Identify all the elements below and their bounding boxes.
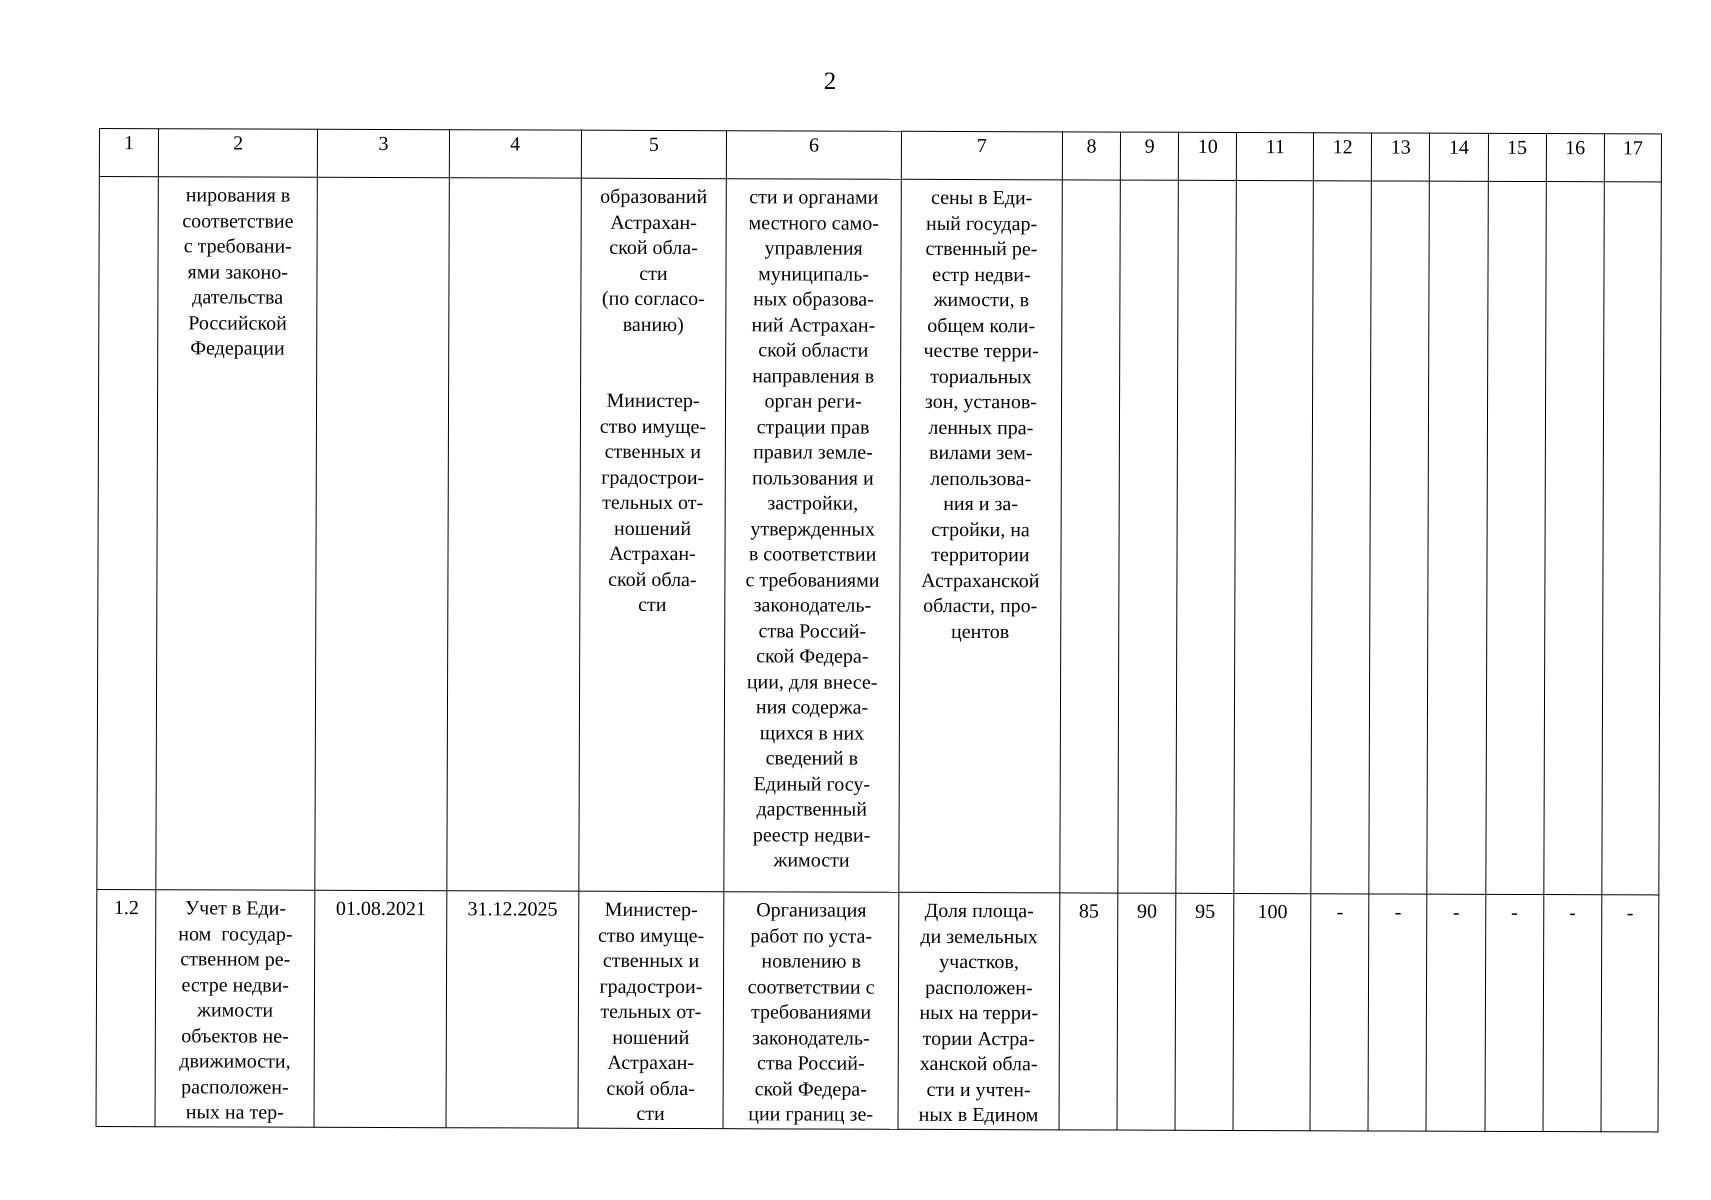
value-cell: [1602, 182, 1662, 895]
column-number: 6: [727, 131, 902, 180]
cell-line: тории Астра-: [922, 1027, 1035, 1050]
cell-line: нирования в: [185, 184, 291, 207]
executor-cell: [578, 891, 725, 1129]
column-number: 3: [318, 129, 450, 177]
cell-line: ных образова-: [753, 288, 874, 311]
event-name-cell: [156, 177, 318, 891]
column-number: 7: [901, 131, 1062, 180]
cell-line: сти: [638, 593, 667, 616]
cell-line: ванию): [622, 313, 684, 336]
cell-line: тельных от-: [600, 1000, 702, 1024]
result-cell: [724, 179, 901, 893]
indicator-cell: [899, 179, 1063, 893]
end-date-cell: [447, 178, 581, 891]
cell-line: территории: [931, 543, 1030, 567]
cell-line: Российской: [188, 311, 287, 335]
cell-line: страции прав: [756, 415, 870, 439]
cell-line: ской обла-: [609, 236, 698, 260]
cell-line: ственном ре-: [180, 948, 291, 971]
cell-line: местного само-: [748, 211, 879, 235]
cell-line: ленных пра-: [928, 416, 1034, 439]
executor-cell: [578, 178, 726, 892]
column-number: 4: [449, 130, 581, 178]
column-number: 17: [1604, 134, 1661, 182]
cell-line: ской области: [758, 339, 869, 362]
value-cell: [1485, 181, 1546, 894]
column-number: 14: [1430, 133, 1488, 181]
value-cell: -: [1543, 895, 1602, 1132]
value-cell: [1176, 180, 1237, 893]
column-number: 1: [99, 129, 158, 177]
cell-line: объектов не-: [181, 1024, 289, 1048]
cell-line: Астраханской: [921, 569, 1040, 592]
cell-line: Организация: [756, 899, 867, 922]
cell-line: Астрахан-: [607, 1051, 695, 1075]
cell-line: соответствии с: [747, 975, 875, 999]
result-cell: [723, 892, 898, 1130]
cell-line: ственных и: [604, 440, 702, 464]
cell-line: градострои-: [601, 466, 705, 489]
column-number: 11: [1237, 132, 1314, 180]
value-cell: -: [1485, 894, 1544, 1131]
cell-line: сти: [639, 262, 668, 285]
cell-line: ции, для внесе-: [746, 670, 878, 694]
cell-line: Министер-: [604, 898, 698, 922]
value-cell: 100: [1233, 893, 1311, 1130]
cell-line: вилами зем-: [929, 441, 1033, 465]
column-number: 15: [1488, 133, 1546, 181]
cell-line: ской Федера-: [756, 645, 869, 668]
cell-line: (по согласо-: [601, 287, 705, 311]
value-cell: [1544, 182, 1605, 895]
cell-line: общем коли-: [927, 314, 1036, 337]
cell-line: дарственный: [756, 798, 867, 821]
column-number: 2: [159, 129, 318, 178]
start-date-cell: [315, 177, 449, 890]
value-cell: -: [1426, 894, 1485, 1131]
cell-line: ство имуще-: [597, 924, 705, 947]
cell-line: пользования и: [751, 466, 874, 490]
cell-line: требованиями: [750, 1001, 872, 1024]
start-date-cell: 01.08.2021: [314, 890, 446, 1127]
cell-line: застройки,: [767, 492, 859, 515]
cell-line: сти: [636, 1102, 665, 1125]
cell-line: естр недви-: [932, 263, 1031, 286]
cell-line: ства Россий-: [756, 1052, 865, 1075]
cell-line: расположен-: [925, 976, 1033, 999]
cell-line: ний Астрахан-: [751, 313, 876, 337]
cell-line: ской Федера-: [754, 1077, 867, 1101]
cell-line: утвержденных: [750, 517, 876, 541]
cell-line: жимости, в: [933, 288, 1030, 312]
column-number-row: [99, 129, 1661, 182]
value-cell: 95: [1175, 893, 1234, 1130]
column-number: 12: [1314, 133, 1372, 181]
value-cell: 90: [1117, 893, 1176, 1130]
cell-line: градострои-: [599, 975, 703, 998]
cell-line: сены в Еди-: [930, 186, 1033, 210]
cell-spacer: [585, 363, 722, 389]
cell-line: Министер-: [606, 389, 700, 413]
cell-line: ных на тер-: [185, 1101, 284, 1124]
column-number: 5: [581, 130, 727, 179]
cell-line: новлению в: [761, 950, 861, 973]
cell-line: соответствие: [182, 209, 294, 233]
cell-line: Единый госу-: [753, 772, 871, 796]
cell-line: ства Россий-: [758, 619, 867, 643]
cell-line: Доля площа-: [924, 899, 1034, 923]
value-cell: [1234, 180, 1313, 893]
cell-line: работ по уста-: [750, 924, 873, 948]
value-cell: -: [1368, 894, 1427, 1131]
cell-line: муниципаль-: [758, 262, 870, 286]
cell-line: ния и за-: [943, 492, 1019, 516]
cell-line: Федерации: [190, 337, 285, 360]
cell-line: Учет в Еди-: [184, 897, 287, 920]
cell-line: ской обла-: [608, 568, 697, 591]
cell-line: ственных и: [602, 949, 700, 973]
cell-line: ния содержа-: [755, 696, 869, 719]
item-number-cell: [97, 177, 159, 890]
cell-line: реестр недви-: [752, 823, 871, 847]
value-cell: [1427, 181, 1488, 894]
value-cell: -: [1601, 895, 1659, 1132]
column-number: 8: [1062, 132, 1120, 180]
value-cell: [1118, 180, 1179, 893]
cell-line: естре недви-: [181, 973, 290, 997]
value-cell: -: [1310, 894, 1369, 1131]
indicator-cell: [898, 892, 1060, 1130]
cell-line: ный государ-: [925, 212, 1038, 235]
cell-line: с требованиями: [745, 568, 880, 592]
table-row: [96, 889, 1659, 1131]
cell-line: ции границ зе-: [748, 1103, 874, 1126]
cell-line: образований: [600, 185, 708, 209]
cell-line: ской обла-: [606, 1077, 695, 1100]
cell-line: правил земле-: [753, 441, 873, 464]
column-number: 16: [1546, 134, 1604, 182]
cell-line: честве терри-: [923, 339, 1039, 363]
cell-line: ных в Едином: [918, 1103, 1039, 1127]
cell-line: сти и учтен-: [926, 1078, 1031, 1101]
cell-line: области, про-: [923, 594, 1038, 618]
cell-line: ями законо-: [187, 260, 288, 284]
cell-line: стройки, на: [931, 518, 1030, 541]
column-number: 9: [1120, 132, 1178, 180]
cell-line: щихся в них: [759, 721, 865, 745]
cell-line: сти и органами: [749, 186, 879, 209]
cell-line: ношений: [612, 1026, 690, 1049]
cell-line: тельных от-: [602, 491, 704, 515]
cell-line: ном государ-: [178, 922, 293, 946]
cell-line: ториальных: [930, 365, 1032, 388]
cell-line: ди земельных: [920, 925, 1038, 948]
value-cell: [1060, 180, 1121, 893]
cell-line: управления: [764, 237, 863, 260]
page-number: 2: [823, 68, 837, 95]
value-cell: 85: [1059, 893, 1118, 1130]
cell-spacer: [585, 338, 722, 364]
cell-line: законодатель-: [752, 1026, 870, 1050]
cell-line: законодатель-: [753, 594, 872, 617]
cell-line: расположен-: [181, 1075, 289, 1099]
cell-line: направления в: [752, 364, 875, 388]
event-name-cell: [155, 890, 315, 1128]
cell-line: жимости: [197, 999, 274, 1022]
value-cell: [1369, 181, 1430, 894]
cell-line: движимости,: [179, 1050, 291, 1073]
cell-line: с требовани-: [183, 235, 292, 258]
cell-line: лепользова-: [930, 467, 1032, 490]
cell-line: сведений в: [765, 747, 859, 770]
program-table: [96, 128, 1662, 1132]
value-cell: [1311, 181, 1372, 894]
cell-line: ство имуще-: [599, 415, 707, 438]
cell-line: ношений: [613, 517, 692, 540]
cell-line: Астрахан-: [609, 542, 696, 566]
cell-line: орган реги-: [764, 390, 862, 413]
cell-line: в соответствии: [748, 543, 877, 566]
cell-line: ных на терри-: [919, 1001, 1039, 1025]
end-date-cell: 31.12.2025: [446, 891, 578, 1128]
cell-line: Астрахан-: [610, 211, 697, 234]
cell-line: зон, установ-: [924, 390, 1038, 414]
cell-line: участков,: [939, 950, 1019, 974]
cell-line: жимости: [773, 849, 850, 872]
cell-line: центов: [951, 620, 1010, 643]
column-number: 13: [1372, 133, 1430, 181]
item-number-cell: 1.2: [96, 889, 156, 1126]
cell-line: ханской обла-: [919, 1052, 1038, 1076]
column-number: 10: [1179, 132, 1237, 180]
cell-line: ственный ре-: [925, 237, 1038, 261]
cell-line: дательства: [192, 286, 284, 309]
table-row: [97, 177, 1661, 895]
